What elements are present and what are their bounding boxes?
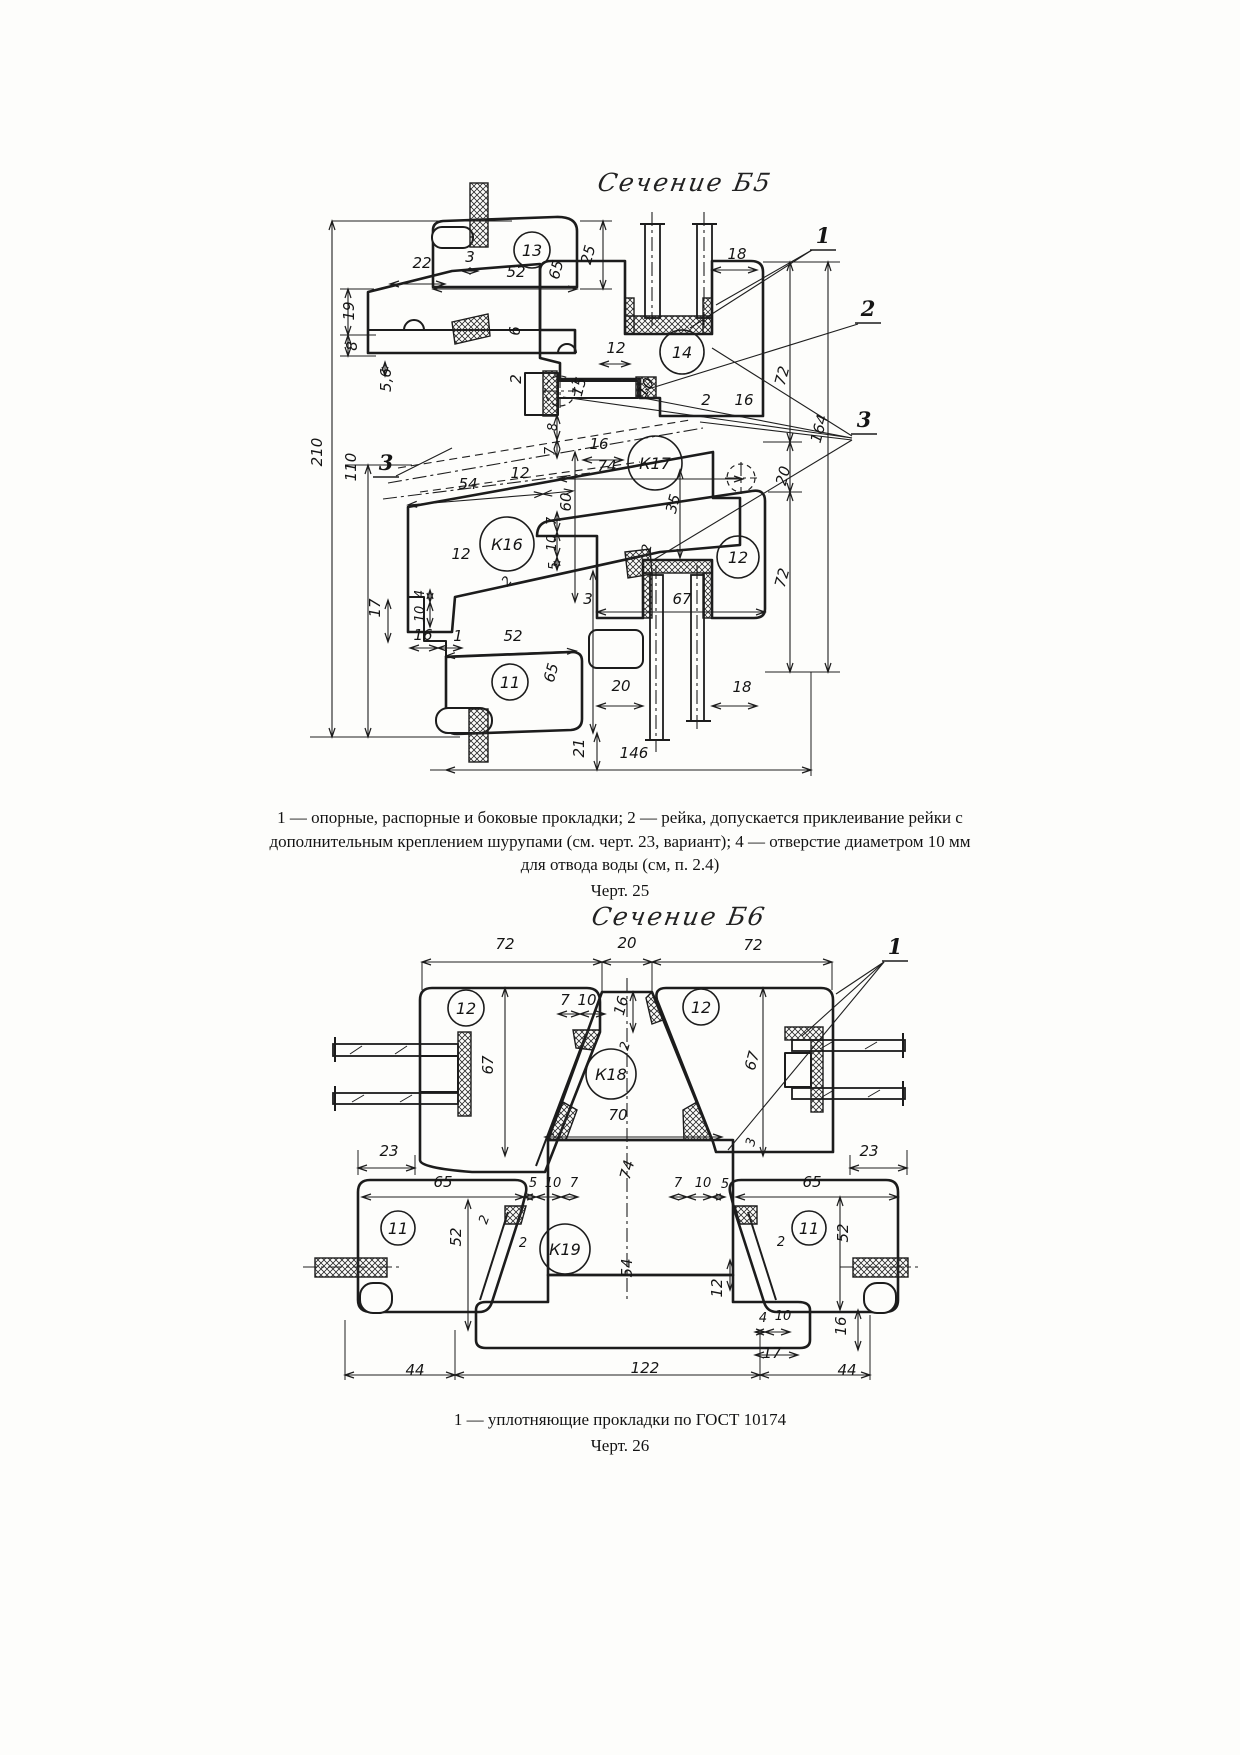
dimension-label: 3 <box>465 248 475 266</box>
dimension-label: 16 <box>832 1316 850 1336</box>
dimension-label: 16 <box>734 391 754 409</box>
dimension-label: 2 <box>507 374 525 384</box>
dimension-label: 17 <box>762 1344 782 1362</box>
dimension-label: 16 <box>413 626 433 644</box>
fig26-right-bead <box>785 1053 811 1087</box>
dimension-label: 52 <box>447 1227 465 1247</box>
dimension-label: 7 <box>543 446 558 456</box>
dimension-label: 2 <box>617 1040 634 1053</box>
dimension-label: 10 <box>544 1176 562 1191</box>
fig25 <box>308 183 881 776</box>
part-number-label: 11 <box>798 1219 820 1238</box>
fig26-right-frame-slot <box>864 1283 896 1313</box>
dimension-label: 2 <box>776 1235 786 1250</box>
caption-line: для отвода воды (см, п. 2.4) <box>520 855 720 874</box>
dimension-label: 8 <box>546 422 561 432</box>
part-number-label: 14 <box>671 343 693 362</box>
dimension-label: 7 <box>569 1176 579 1191</box>
callout-label: 2 <box>860 296 876 321</box>
fig25-hinge-slot-top <box>432 227 473 248</box>
fig26-left-bead <box>420 1056 458 1092</box>
dimension-label: 74 <box>616 1158 639 1182</box>
part-number-label: 12 <box>455 999 477 1018</box>
dimension-label: 5,6 <box>377 368 395 392</box>
dimension-label: 2 <box>701 391 711 409</box>
fig25-dimension-lines <box>332 221 828 770</box>
dimension-label: 3 <box>743 1136 760 1149</box>
dimension-label: 1 <box>453 627 463 645</box>
part-number-label: К17 <box>639 454 671 473</box>
dimension-label: 65 <box>433 1173 453 1191</box>
fig25-tenon-top <box>470 183 488 247</box>
dimension-label: 5 <box>528 1176 538 1191</box>
figure-26-title: Сечение Б6 <box>589 902 769 931</box>
callout-label: 3 <box>378 450 394 475</box>
part-number-label: К19 <box>549 1240 581 1259</box>
part-number-label: К18 <box>595 1065 627 1084</box>
figure-26-caption <box>0 1408 1240 1457</box>
dimension-label: 54 <box>618 1258 636 1278</box>
dimension-label: 4 <box>758 1311 768 1326</box>
dimension-label: 23 <box>859 1142 879 1160</box>
fig26 <box>303 934 918 1380</box>
dimension-label: 44 <box>837 1361 857 1379</box>
dimension-label: 5 <box>720 1177 730 1192</box>
part-number-label: 12 <box>727 548 749 567</box>
part-number-label: 13 <box>521 241 543 260</box>
fig25-bead-bottom <box>589 630 643 668</box>
dimension-label: 16 <box>589 435 609 453</box>
dimension-label: 67 <box>741 1049 764 1073</box>
figure-25-title: Сечение Б5 <box>595 168 775 197</box>
dimension-label: 72 <box>495 935 515 953</box>
fig25-leader-lines <box>396 250 858 562</box>
dimension-label: 18 <box>732 678 752 696</box>
fig25-tenon-bottom <box>469 709 488 762</box>
dimension-label: 60 <box>557 492 575 512</box>
dimension-label: 10 <box>633 374 659 401</box>
dimension-label: 2 <box>639 543 656 554</box>
dimension-label: 110 <box>342 452 360 482</box>
dimension-label: 2 <box>498 573 516 590</box>
dimension-label: 20 <box>617 934 637 952</box>
dimension-label: 146 <box>619 744 649 762</box>
dimension-label: 6 <box>506 326 524 336</box>
dimension-label: 3 <box>583 590 593 608</box>
dimension-label: 52 <box>503 627 523 645</box>
dimension-label: 122 <box>630 1359 660 1377</box>
dimension-label: 7 <box>560 991 570 1009</box>
dimension-label: 72 <box>743 936 763 954</box>
dimension-label: 16 <box>610 994 633 1018</box>
dimension-label: 210 <box>308 437 326 467</box>
fig25-channel-packing-bottom <box>643 560 712 573</box>
dimension-label: 65 <box>545 258 568 282</box>
dimension-label: 2 <box>476 1213 494 1227</box>
dimension-label: 2 <box>518 1236 528 1251</box>
dimension-label: 72 <box>771 364 794 388</box>
figure-25-number: Черт. 25 <box>590 880 650 900</box>
dimension-label: 52 <box>834 1223 852 1243</box>
fig26-left-plug <box>315 1258 387 1277</box>
dimension-label: 67 <box>672 590 692 608</box>
dimension-label: 35 <box>662 492 685 516</box>
dimension-label: 65 <box>540 661 563 685</box>
dimension-label: 7 <box>545 516 560 526</box>
fig26-profile-left-sash <box>420 988 600 1172</box>
dimension-label: 8 <box>343 341 361 351</box>
dimension-label: 52 <box>506 263 526 281</box>
dimension-label: 10 <box>694 1176 712 1191</box>
dimension-label: 18 <box>727 245 747 263</box>
figure-25-caption <box>0 806 1240 902</box>
part-number-label: 11 <box>499 673 521 692</box>
dimension-label: 4 <box>413 589 428 599</box>
dimension-label: 74 <box>597 457 617 475</box>
dimension-label: 20 <box>611 677 631 695</box>
dimension-label: 44 <box>405 1361 425 1379</box>
dimension-label: 22 <box>412 254 432 272</box>
dimension-label: 25 <box>577 243 600 267</box>
callout-label: 1 <box>887 934 903 959</box>
figure-26-number: Черт. 26 <box>590 1435 650 1455</box>
dimension-label: 12 <box>606 339 626 357</box>
dimension-label: 20 <box>772 464 795 488</box>
fig25-packing-mid-a <box>543 371 557 416</box>
dimension-label: 67 <box>479 1055 497 1075</box>
callout-label: 3 <box>856 407 872 432</box>
dimension-label: 72 <box>771 566 794 590</box>
fig26-left-packing-strip <box>458 1032 471 1116</box>
dimension-label: 10 <box>774 1309 792 1324</box>
dimension-label: 15 <box>568 375 591 399</box>
part-number-label: 12 <box>690 998 712 1017</box>
dimension-label: 10 <box>413 605 428 623</box>
fig25-glazing-bars <box>640 212 717 752</box>
dimension-label: 12 <box>708 1278 726 1298</box>
dimension-label: 54 <box>458 475 478 493</box>
fig26-left-frame-slot <box>360 1283 392 1313</box>
dimension-label: 23 <box>379 1142 399 1160</box>
fig25-packing-mid-c <box>452 314 490 344</box>
dimension-label: 70 <box>608 1106 628 1124</box>
dimension-label: 7 <box>673 1176 683 1191</box>
caption-line: дополнительным креплением шурупами (см. черт. 23, вариант); 4 — отверстие диаметром 10 мм <box>269 831 971 851</box>
callout-label: 1 <box>815 223 831 248</box>
dimension-label: 12 <box>451 545 471 563</box>
dimension-label: 17 <box>366 598 384 618</box>
fig26-gasket-frame-left <box>505 1206 526 1224</box>
dimension-label: 65 <box>802 1173 822 1191</box>
fig26-gasket-right <box>683 1102 712 1140</box>
dimension-label: 12 <box>510 464 530 482</box>
dimension-label: 10 <box>577 991 597 1009</box>
part-number-label: К16 <box>491 535 523 554</box>
dimension-label: 19 <box>340 301 358 321</box>
caption-line: 1 — опорные, распорные и боковые прокладки; 2 — рейка, допускается приклеивание рейки с <box>277 808 963 827</box>
dimension-label: 21 <box>570 738 588 758</box>
dimension-label: 164 <box>806 412 832 445</box>
caption-line: 1 — уплотняющие прокладки по ГОСТ 10174 <box>453 1410 787 1429</box>
part-number-label: 11 <box>387 1219 409 1238</box>
dimension-label: 5 <box>547 561 562 571</box>
dimension-label: 10 <box>545 534 560 552</box>
